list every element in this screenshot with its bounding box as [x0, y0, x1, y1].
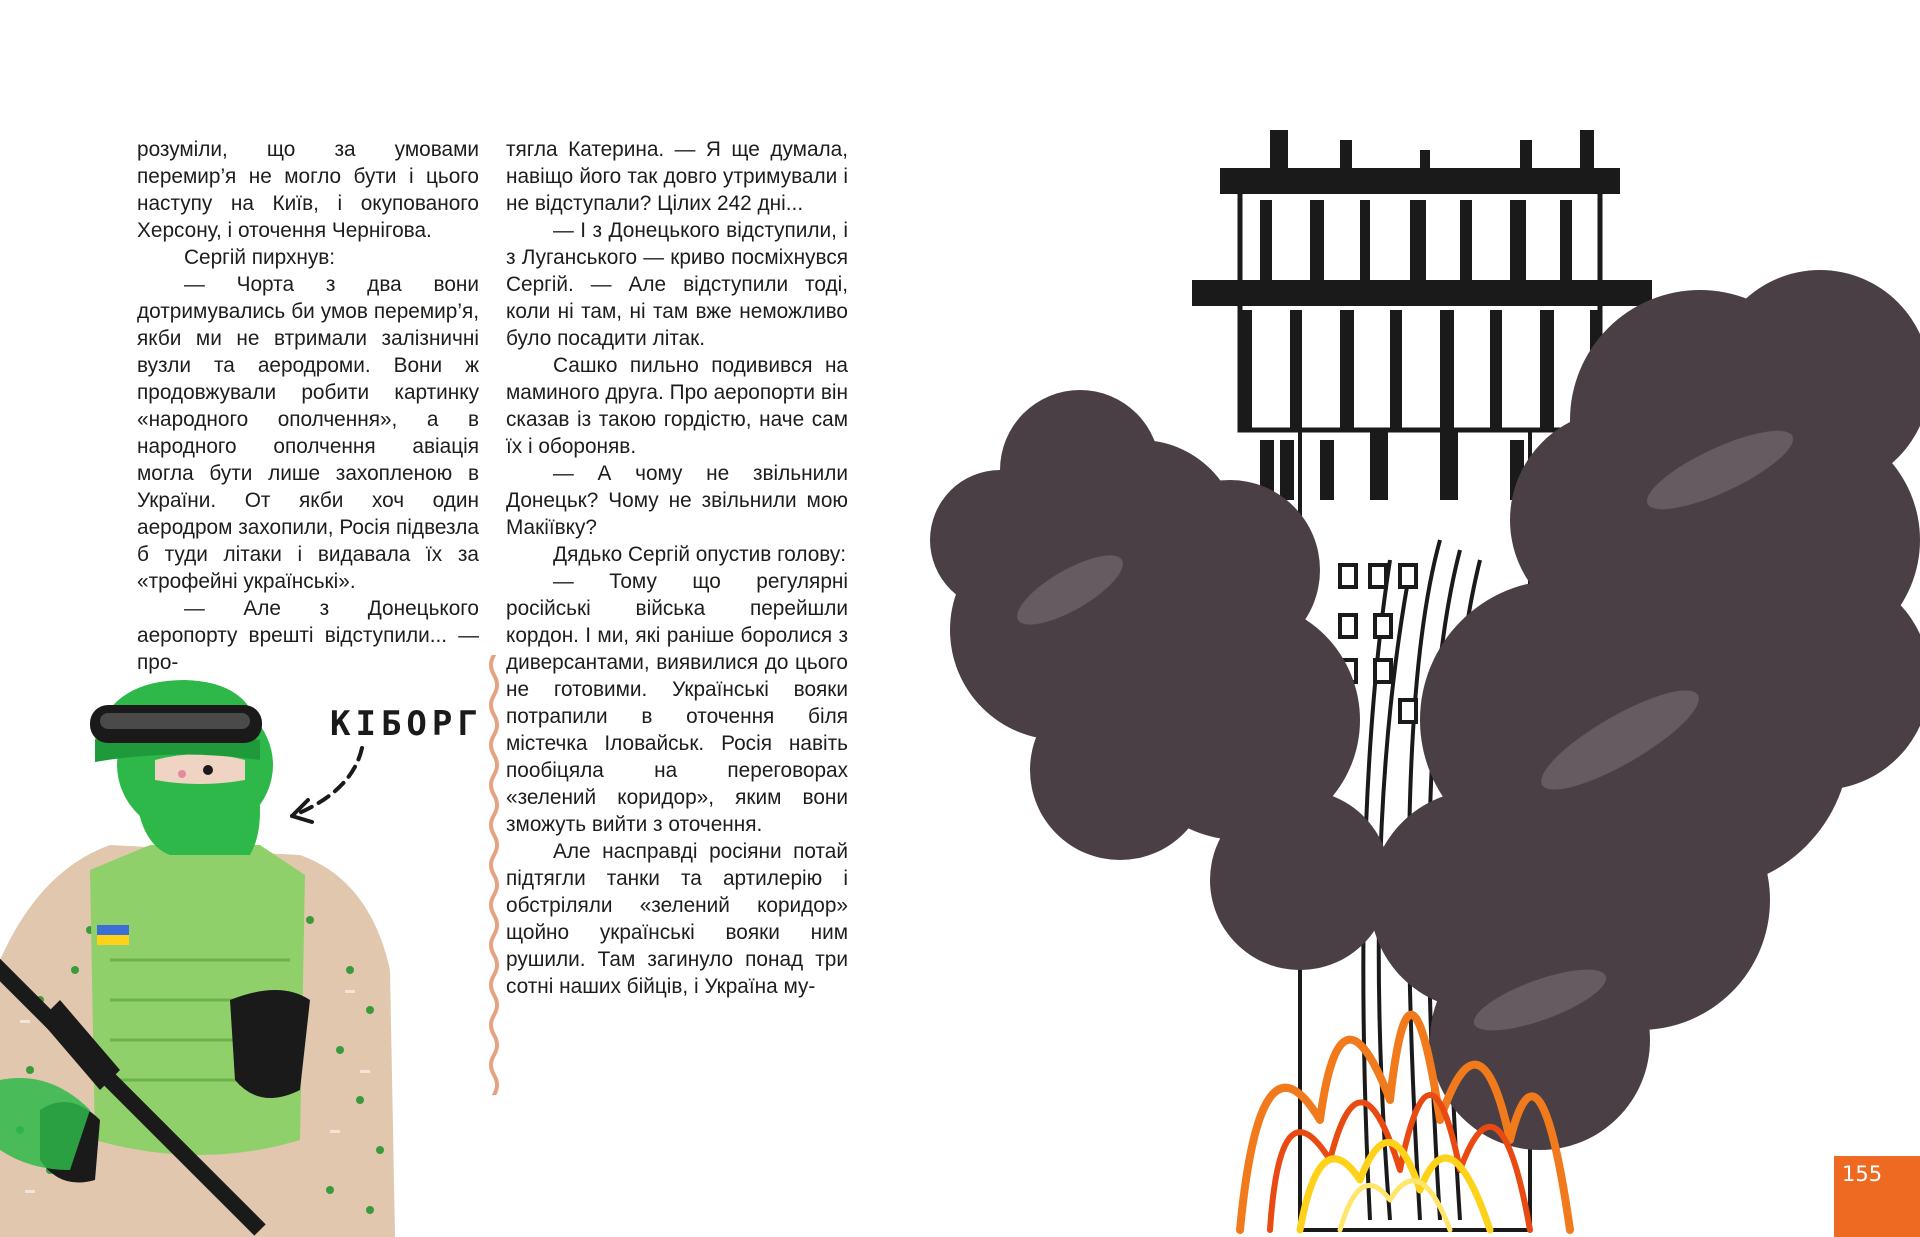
- page-number: 155: [1842, 1162, 1883, 1186]
- paragraph: Сергій пирхнув:: [184, 246, 336, 269]
- paragraph: тягла Катерина. — Я ще думала, навіщо його так довго утримували і не відступали? Цілих 242 дні...: [506, 138, 848, 215]
- paragraph: — Чорта з два вони дотримувались би умов перемир’я, якби ми не втримали залізничні вузли та аеродроми. Вони ж продовжували робити картинку «народного ополчення», а в народного ополчення авіація могла бути лише захопленою в України. От якби хоч один аеродром захопили, Росія підвезла б туди літаки і видавала їх за «трофейні українські».: [137, 273, 479, 593]
- paragraph: — А чому не звільнили Донецьк? Чому не звільнили мою Макіївку?: [506, 462, 848, 539]
- paragraph: розуміли, що за умовами перемир’я не могло бути і цього наступу на Київ, і окупованого Херсону, і оточення Чернігова.: [137, 138, 479, 242]
- paragraph: Але насправді росіяни потай підтягли танки та артилерію і обстріляли «зелений коридор» щойно українські вояки ним рушили. Там загинуло понад три сотні наших бійців, і Україна му-: [506, 840, 848, 998]
- paragraph: — І з Донецького відступили, і з Луганського — криво посміхнувся Сергій. — Але відступили тоді, коли ні там, ні там вже неможливо було посадити літак.: [506, 219, 848, 350]
- burning-airport-tower-illustration: [920, 120, 1920, 1237]
- paragraph: Дядько Сергій опустив голову:: [553, 543, 847, 566]
- ukraine-flag-icon: [97, 925, 129, 945]
- paragraph: — Але з Донецького аеропорту врешті відступили... — про-: [137, 597, 479, 674]
- text-column-right: [506, 136, 848, 1000]
- cyborg-label: КІБОРГ: [330, 704, 483, 744]
- paragraph: Сашко пильно подивився на маминого друга. Про аеропорти він сказав із такою гордістю, наче сам їх і обороняв.: [506, 354, 848, 458]
- soldier-illustration: [0, 670, 420, 1237]
- wavy-divider-line: [486, 655, 502, 1095]
- text-column-left: [137, 136, 479, 676]
- paragraph: — Тому що регулярні російські війська перейшли кордон. І ми, які раніше боролися з диверсантами, виявилися до цього не готовими. Українські вояки потрапили в оточення біля містечка Іловайськ. Росія навіть пообіцяла на переговорах «зелений коридор», яким вони зможуть вийти з оточення.: [506, 570, 848, 836]
